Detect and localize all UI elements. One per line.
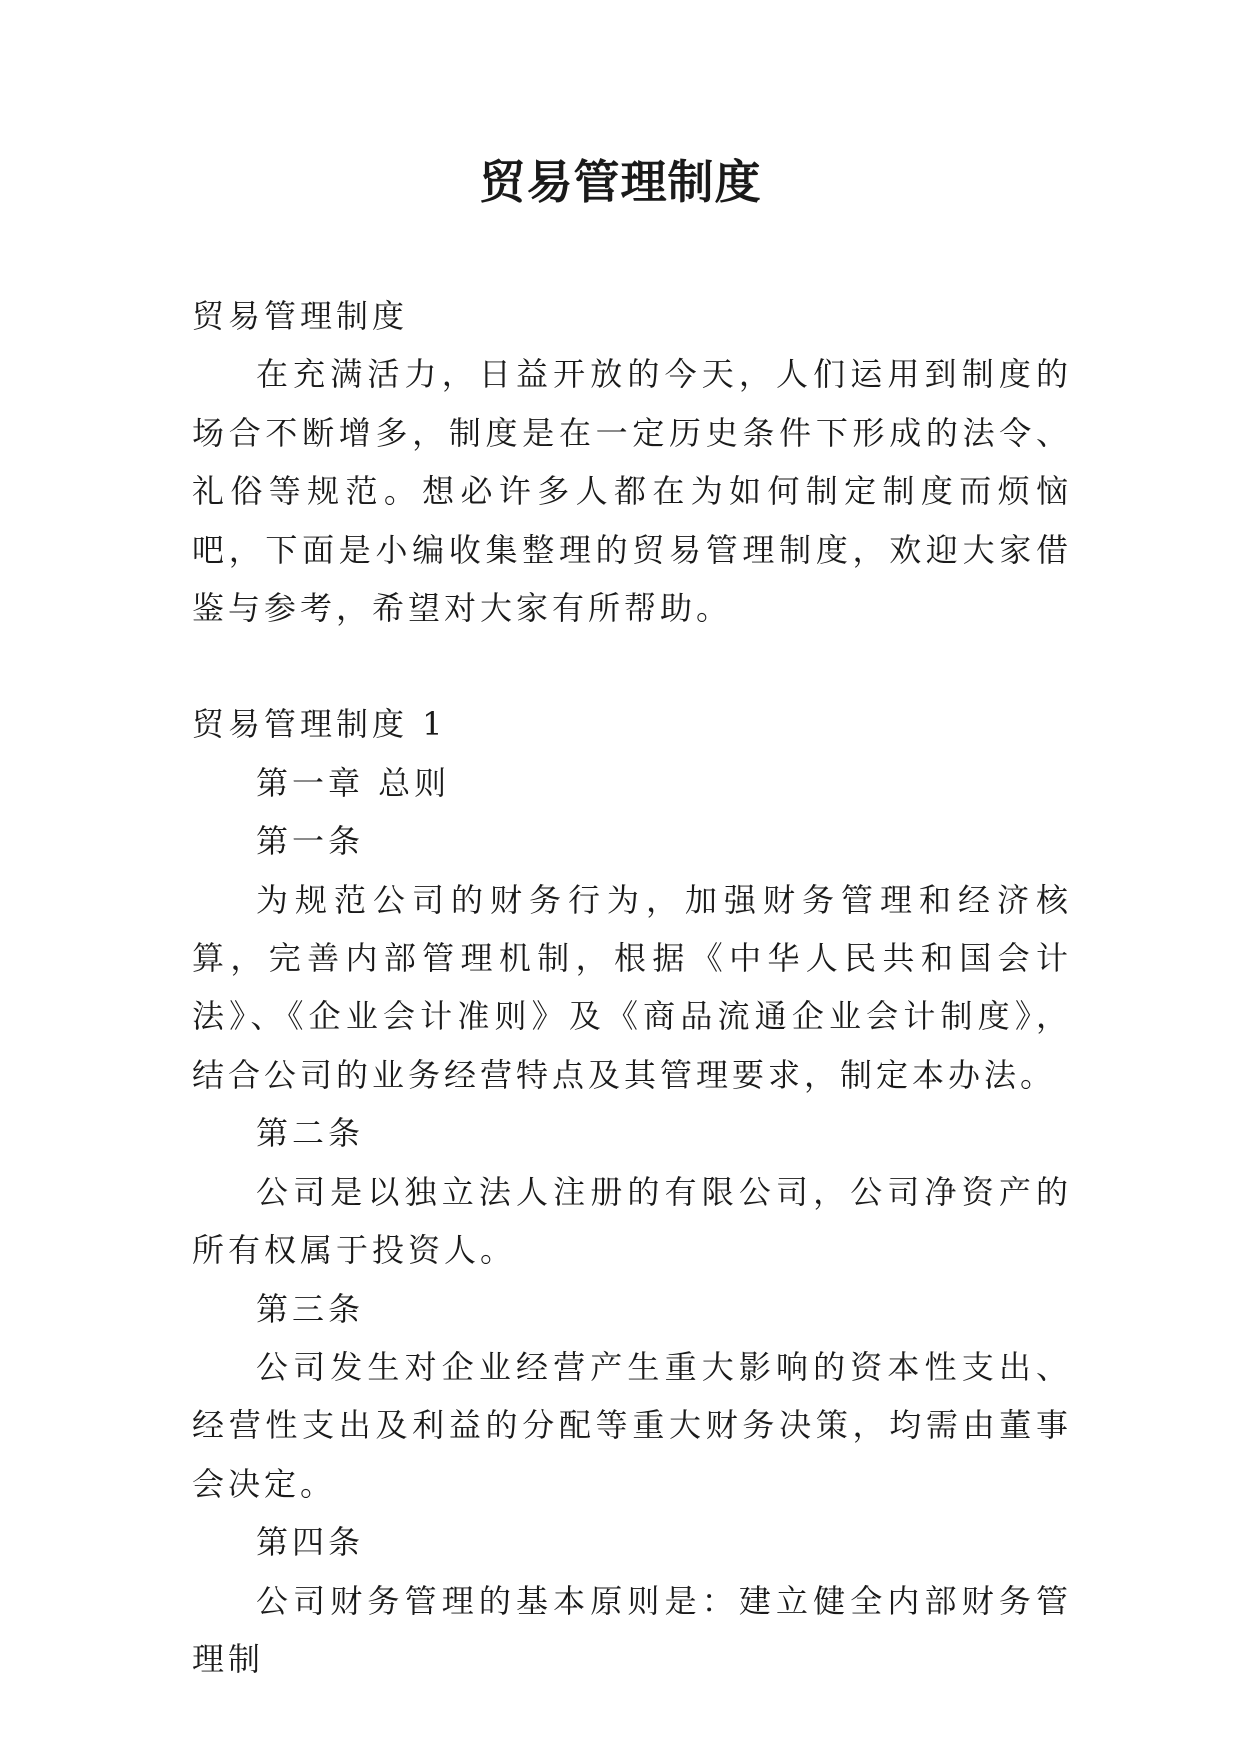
intro-paragraph: 在充满活力，日益开放的今天，人们运用到制度的场合不断增多，制度是在一定历史条件下形成的法令、礼俗等规范。想必许多人都在为如何制定制度而烦恼吧，下面是小编收集整理的贸易管理制度，欢迎大家借鉴与参考，希望对大家有所帮助。	[192, 355, 1072, 628]
document-body	[192, 287, 1072, 1688]
article-paragraph: 公司发生对企业经营产生重大影响的资本性支出、经营性支出及利益的分配等重大财务决策，均需由董事会决定。	[192, 1347, 1072, 1503]
document-title: 贸易管理制度	[479, 155, 762, 209]
article-paragraph: 公司财务管理的基本原则是：建立健全内部财务管理制	[192, 1581, 1072, 1678]
article-heading: 第四条	[256, 1523, 365, 1562]
section-heading: 贸易管理制度	[192, 297, 409, 335]
article-paragraph: 为规范公司的财务行为，加强财务管理和经济核算，完善内部管理机制，根据《中华人民共和国会计法》、《企业会计准则》及《商品流通企业会计制度》，结合公司的业务经营特点及其管理要求，制定本办法。	[192, 880, 1072, 1094]
article-heading: 第一条	[256, 822, 365, 861]
article-heading: 第三条	[256, 1289, 365, 1328]
section-heading: 贸易管理制度 1	[192, 705, 447, 744]
chapter-heading: 第一章 总则	[256, 763, 451, 802]
article-heading: 第二条	[256, 1114, 365, 1153]
article-paragraph: 公司是以独立法人注册的有限公司，公司净资产的所有权属于投资人。	[192, 1172, 1072, 1270]
